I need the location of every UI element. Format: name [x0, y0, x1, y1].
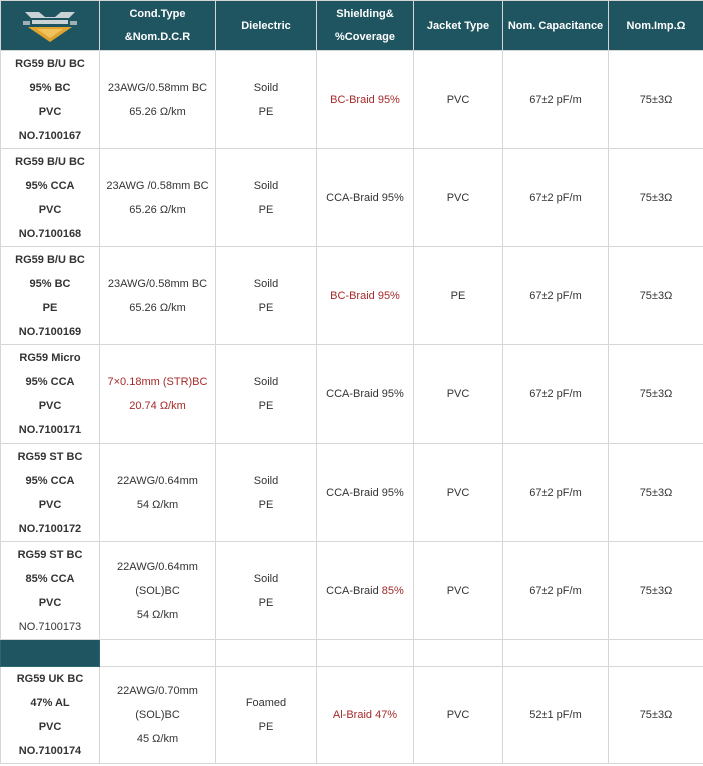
model-cell: RG59 UK BC 47% AL PVC NO.7100174	[1, 667, 100, 764]
header-cond-type: Cond.Type &Nom.D.C.R	[100, 1, 216, 51]
header-shielding: Shielding& %Coverage	[317, 1, 414, 51]
table-row	[1, 542, 703, 640]
model-cell: RG59 B/U BC 95% CCA PVC NO.7100168	[1, 149, 100, 247]
empty-cell	[317, 640, 414, 667]
impedance-cell: 75±3Ω	[609, 149, 703, 247]
header-impedance: Nom.Imp.Ω	[609, 1, 703, 51]
dielectric-cell: Soild PE	[216, 247, 317, 345]
jacket-cell: PVC	[414, 444, 503, 542]
dielectric-cell: Soild PE	[216, 542, 317, 640]
model-cell: RG59 Micro 95% CCA PVC NO.7100171	[1, 345, 100, 444]
header-dielectric: Dielectric	[216, 1, 317, 51]
impedance-cell: 75±3Ω	[609, 444, 703, 542]
empty-cell	[100, 640, 216, 667]
capacitance-cell: 67±2 pF/m	[503, 149, 609, 247]
header-row	[1, 1, 703, 51]
header-jacket-type: Jacket Type	[414, 1, 503, 51]
section-divider-row	[1, 640, 703, 667]
table-row	[1, 247, 703, 345]
shielding-cell: CCA-Braid 95%	[317, 149, 414, 247]
capacitance-cell: 67±2 pF/m	[503, 444, 609, 542]
impedance-cell: 75±3Ω	[609, 247, 703, 345]
dielectric-cell: Soild PE	[216, 345, 317, 444]
model-cell: RG59 B/U BC 95% BC PE NO.7100169	[1, 247, 100, 345]
capacitance-cell: 67±2 pF/m	[503, 51, 609, 149]
model-cell: RG59 B/U BC 95% BC PVC NO.7100167	[1, 51, 100, 149]
capacitance-cell: 67±2 pF/m	[503, 247, 609, 345]
jacket-cell: PVC	[414, 667, 503, 764]
table-row	[1, 667, 703, 764]
dielectric-cell: Foamed PE	[216, 667, 317, 764]
jacket-cell: PE	[414, 247, 503, 345]
table-row	[1, 51, 703, 149]
header-logo-cell	[1, 1, 100, 51]
impedance-cell: 75±3Ω	[609, 51, 703, 149]
conductor-cell: 22AWG/0.70mm (SOL)BC 45 Ω/km	[100, 667, 216, 764]
table-row	[1, 149, 703, 247]
header-capacitance: Nom. Capacitance	[503, 1, 609, 51]
capacitance-cell: 67±2 pF/m	[503, 542, 609, 640]
conductor-cell: 22AWG/0.64mm 54 Ω/km	[100, 444, 216, 542]
dielectric-cell: Soild PE	[216, 149, 317, 247]
shielding-cell: BC-Braid 95%	[317, 247, 414, 345]
table-row	[1, 345, 703, 444]
shielding-cell: CCA-Braid 95%	[317, 444, 414, 542]
conductor-cell: 22AWG/0.64mm (SOL)BC 54 Ω/km	[100, 542, 216, 640]
impedance-cell: 75±3Ω	[609, 667, 703, 764]
empty-cell	[609, 640, 703, 667]
impedance-cell: 75±3Ω	[609, 345, 703, 444]
capacitance-cell: 67±2 pF/m	[503, 345, 609, 444]
shielding-cell: Al-Braid 47%	[317, 667, 414, 764]
capacitance-cell: 52±1 pF/m	[503, 667, 609, 764]
shielding-cell: BC-Braid 95%	[317, 51, 414, 149]
impedance-cell: 75±3Ω	[609, 542, 703, 640]
conductor-cell: 23AWG/0.58mm BC 65.26 Ω/km	[100, 247, 216, 345]
empty-cell	[414, 640, 503, 667]
jacket-cell: PVC	[414, 51, 503, 149]
conductor-cell: 7×0.18mm (STR)BC 20.74 Ω/km	[100, 345, 216, 444]
section-divider-marker	[1, 640, 100, 667]
model-cell: RG59 ST BC 95% CCA PVC NO.7100172	[1, 444, 100, 542]
jacket-cell: PVC	[414, 542, 503, 640]
empty-cell	[216, 640, 317, 667]
conductor-cell: 23AWG/0.58mm BC 65.26 Ω/km	[100, 51, 216, 149]
shielding-cell: CCA-Braid 95%	[317, 345, 414, 444]
table-row	[1, 444, 703, 542]
model-cell: RG59 ST BC 85% CCA PVC NO.7100173	[1, 542, 100, 640]
brand-logo-icon	[19, 8, 81, 44]
jacket-cell: PVC	[414, 149, 503, 247]
conductor-cell: 23AWG /0.58mm BC 65.26 Ω/km	[100, 149, 216, 247]
shielding-cell: CCA-Braid 85%	[317, 542, 414, 640]
jacket-cell: PVC	[414, 345, 503, 444]
empty-cell	[503, 640, 609, 667]
dielectric-cell: Soild PE	[216, 444, 317, 542]
dielectric-cell: Soild PE	[216, 51, 317, 149]
